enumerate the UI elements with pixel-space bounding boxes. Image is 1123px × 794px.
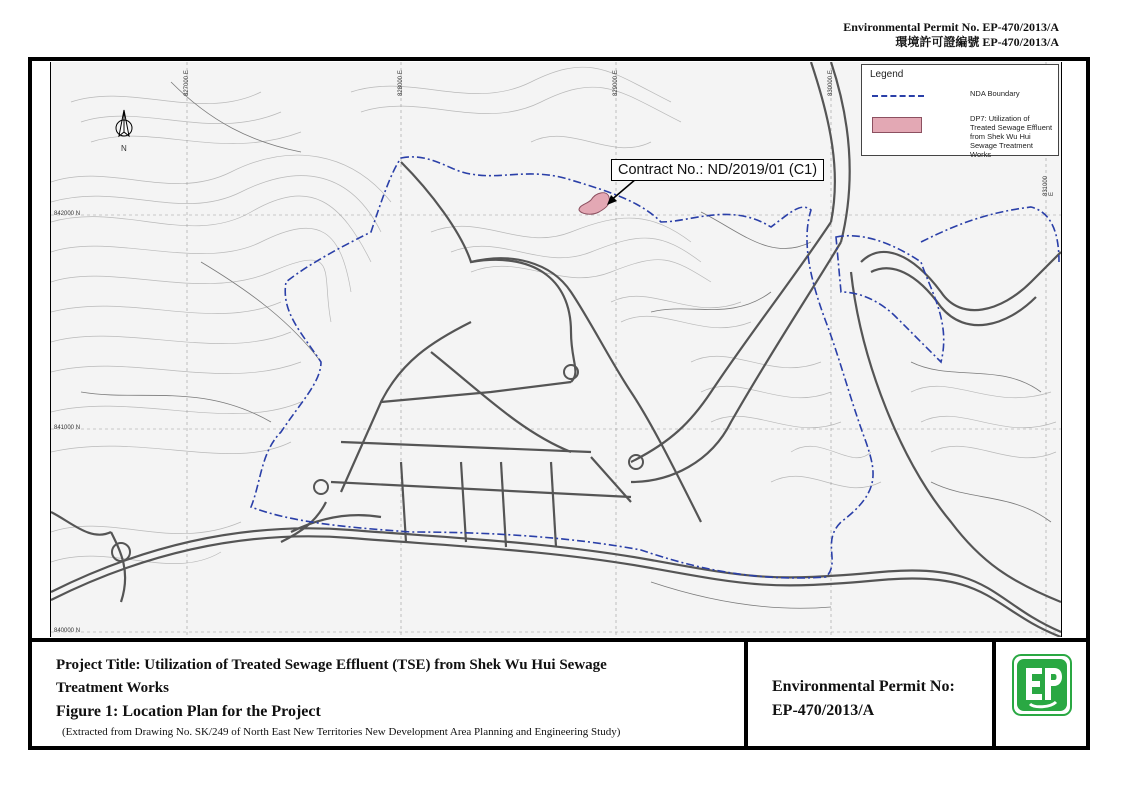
grid-label-827000: 827000 E [184,70,190,96]
grid-label-830000: 830000 E [828,70,834,96]
logo-cell [996,642,1086,746]
dp7-site [579,193,609,214]
minor-roads [81,82,1051,608]
legend-dp7-label: DP7: Utilization of Treated Sewage Effluent from Shek Wu Hui Sewage Treatment Works [970,114,1053,159]
grid-label-840000: 840000 N [54,628,81,634]
nda-boundary-east [836,207,1059,362]
title-block [32,638,1086,746]
grid-label-831000: 831000 E [1043,175,1055,196]
epd-logo-icon [1012,654,1072,716]
header-permit-zh: 環境許可證編號 EP-470/2013/A [895,35,1059,49]
contract-callout: Contract No.: ND/2019/01 (C1) [611,159,824,181]
project-title-line2: Treatment Works [56,680,169,696]
grid-label-828000: 828000 E [398,70,404,96]
grid-label-842000: 842000 N [54,211,81,217]
legend-dp7-swatch [872,117,922,133]
location-map [50,62,1062,637]
legend-nda-label: NDA Boundary [970,89,1020,98]
project-title-line1: Project Title: Utilization of Treated Sewage Effluent (TSE) from Shek Wu Hui Sewage [56,657,607,673]
permit-number: EP-470/2013/A [772,702,875,719]
legend [861,64,1059,159]
legend-nda-line [872,95,924,97]
permit-cell [744,642,996,746]
figure-title: Figure 1: Location Plan for the Project [56,703,321,720]
project-title-cell [32,642,744,746]
north-label: N [121,144,127,153]
north-arrow [116,110,132,136]
header-permit-en: Environmental Permit No. EP-470/2013/A [843,20,1059,34]
grid-label-841000: 841000 N [54,425,81,431]
extract-note: (Extracted from Drawing No. SK/249 of North East New Territories New Development Area Planning and Engineering Study) [62,726,621,738]
permit-label: Environmental Permit No: [772,678,955,695]
legend-title: Legend [870,69,904,80]
grid-label-829000: 829000 E [613,70,619,96]
